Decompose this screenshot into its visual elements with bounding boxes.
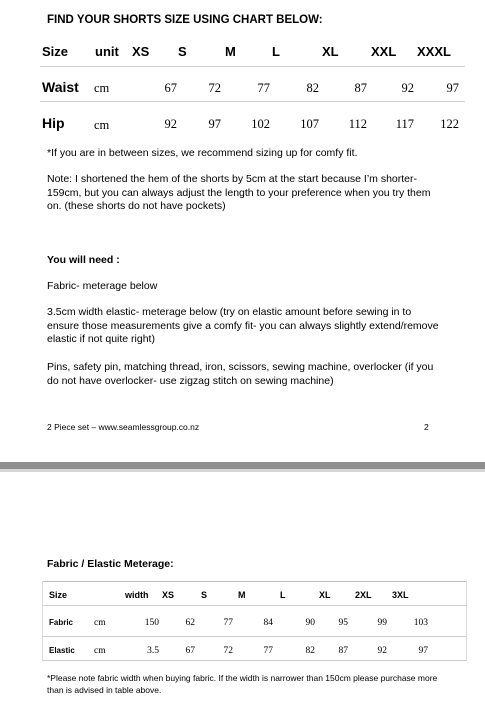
need-item-fabric: Fabric- meterage below [47, 280, 158, 292]
elastic-xs: 67 [185, 646, 195, 656]
hip-xs: 92 [164, 117, 177, 131]
elastic-l: 82 [305, 646, 315, 656]
waist-s: 72 [208, 81, 221, 95]
waist-l: 82 [306, 81, 319, 95]
size-col-xs: XS [132, 44, 150, 59]
hem-note: Note: I shortened the hem of the shorts by 5cm at the start because I’m shorter- 159cm, but you can always adjust the length to your preference when you try them on. (these shorts do not have pockets) [47, 173, 431, 212]
elastic-3xl: 97 [418, 646, 428, 656]
meterage-col-3xl: 3XL [392, 590, 409, 600]
size-col-l: L [272, 44, 280, 59]
waist-row-label: Waist [42, 79, 79, 95]
fabric-2xl: 99 [377, 618, 387, 628]
need-item-elastic: 3.5cm width elastic- meterage below (try on elastic amount before sewing in to ensure those measurements give a comfy fit- you can always slightly extend/remove elastic if not quite right) [47, 306, 439, 345]
hip-s: 97 [208, 117, 221, 131]
hip-xl: 112 [348, 117, 367, 131]
waist-xxxl: 97 [446, 81, 459, 95]
size-col-s: S [178, 44, 187, 59]
fabric-width-note: *Please note fabric width when buying fabric. If the width is narrower than 150cm please purchase more than is advised in table above. [47, 673, 438, 695]
fabric-3xl: 103 [413, 618, 428, 628]
size-col-xxl: XXL [371, 44, 397, 59]
waist-unit: cm [94, 81, 110, 95]
elastic-2xl: 92 [377, 646, 387, 656]
meterage-col-xs: XS [162, 590, 175, 600]
hip-unit: cm [94, 118, 110, 132]
meterage-col-xl: XL [319, 590, 331, 600]
meterage-col-l: L [280, 590, 286, 600]
size-col-xxxl: XXXL [417, 44, 451, 59]
waist-xxl: 92 [401, 81, 414, 95]
elastic-m: 77 [263, 646, 273, 656]
elastic-unit: cm [94, 646, 106, 656]
page-separator-shadow [0, 469, 485, 472]
fabric-xl: 95 [338, 618, 348, 628]
elastic-s: 72 [223, 646, 233, 656]
fabric-s: 77 [223, 618, 233, 628]
page-separator [0, 462, 485, 469]
waist-m: 77 [257, 81, 270, 95]
footer-page-number: 2 [424, 422, 429, 432]
fabric-row-label: Fabric [49, 618, 74, 627]
hip-xxl: 117 [395, 117, 414, 131]
elastic-xl: 87 [338, 646, 348, 656]
hip-m: 102 [251, 117, 270, 131]
footer-website: 2 Piece set – www.seamlessgroup.co.nz [47, 422, 200, 432]
page-title: FIND YOUR SHORTS SIZE USING CHART BELOW: [47, 14, 323, 26]
hip-xxxl: 122 [440, 117, 459, 131]
meterage-title: Fabric / Elastic Meterage: [47, 558, 174, 570]
hip-l: 107 [300, 117, 319, 131]
size-header: Size [42, 44, 69, 59]
unit-header: unit [95, 44, 119, 59]
elastic-row-label: Elastic [49, 646, 75, 655]
fabric-unit: cm [94, 618, 106, 628]
need-item-tools: Pins, safety pin, matching thread, iron, scissors, sewing machine, overlocker (if you do not have overlocker- use zigzag stitch on sewing machine) [47, 361, 434, 387]
fabric-xs: 62 [185, 618, 195, 628]
meterage-col-m: M [238, 590, 246, 600]
fabric-m: 84 [263, 618, 273, 628]
size-col-xl: XL [322, 44, 339, 59]
fabric-width: 150 [144, 618, 159, 628]
size-col-m: M [225, 44, 236, 59]
sizing-note: *If you are in between sizes, we recommend sizing up for comfy fit. [47, 147, 358, 159]
meterage-width-header: width [125, 590, 149, 600]
meterage-col-2xl: 2XL [355, 590, 372, 600]
waist-xs: 67 [164, 81, 177, 95]
meterage-size-header: Size [49, 590, 68, 600]
elastic-width: 3.5 [147, 646, 159, 656]
fabric-l: 90 [305, 618, 315, 628]
you-will-need-heading: You will need : [47, 254, 120, 266]
waist-xl: 87 [354, 81, 367, 95]
hip-row-label: Hip [42, 115, 65, 131]
meterage-col-s: S [201, 590, 208, 600]
